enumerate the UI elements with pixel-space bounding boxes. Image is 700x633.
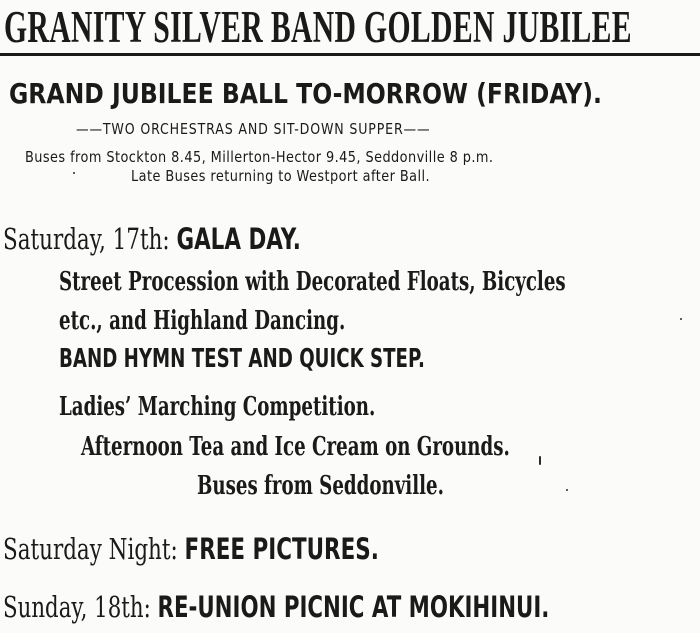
ball-buses-line-2: Late Buses returning to Westport after Ball. [131,167,431,185]
ladies-marching: Ladies’ Marching Competition. [59,392,376,422]
orchestras-line: ——TWO ORCHESTRAS AND SIT-DOWN SUPPER—— [76,120,431,138]
print-speck [73,172,75,174]
print-speck [566,489,568,491]
sunday-heading [3,588,549,626]
gala-day-heading [3,222,301,256]
afternoon-tea: Afternoon Tea and Ice Cream on Grounds. [81,432,510,462]
band-hymn-test: BAND HYMN TEST AND QUICK STEP. [59,344,425,374]
gala-day-title: GALA DAY. [176,222,301,256]
procession-line-1: Street Procession with Decorated Floats, Bicycles [59,267,566,297]
print-speck [539,456,541,465]
saturday-night-title: FREE PICTURES. [184,532,379,566]
saturday-night-heading [3,532,379,566]
ball-buses-line-1: Buses from Stockton 8.45, Millerton-Hector 9.45, Seddonville 8 p.m. [25,148,494,166]
print-speck [680,318,682,320]
sunday-label: Sunday, 18th: [3,590,151,624]
gala-buses: Buses from Seddonville. [197,471,444,501]
saturday-night-label: Saturday Night: [3,532,178,566]
ball-headline: GRAND JUBILEE BALL TO-MORROW (FRIDAY). [9,77,603,110]
gala-day-label: Saturday, 17th: [3,222,170,256]
procession-line-2: etc., and Highland Dancing. [59,306,346,336]
banner-title: GRANITY SILVER BAND GOLDEN JUBILEE [4,2,632,52]
sunday-title: RE-UNION PICNIC AT MOKIHINUI. [157,590,550,624]
banner-rule [0,53,700,56]
